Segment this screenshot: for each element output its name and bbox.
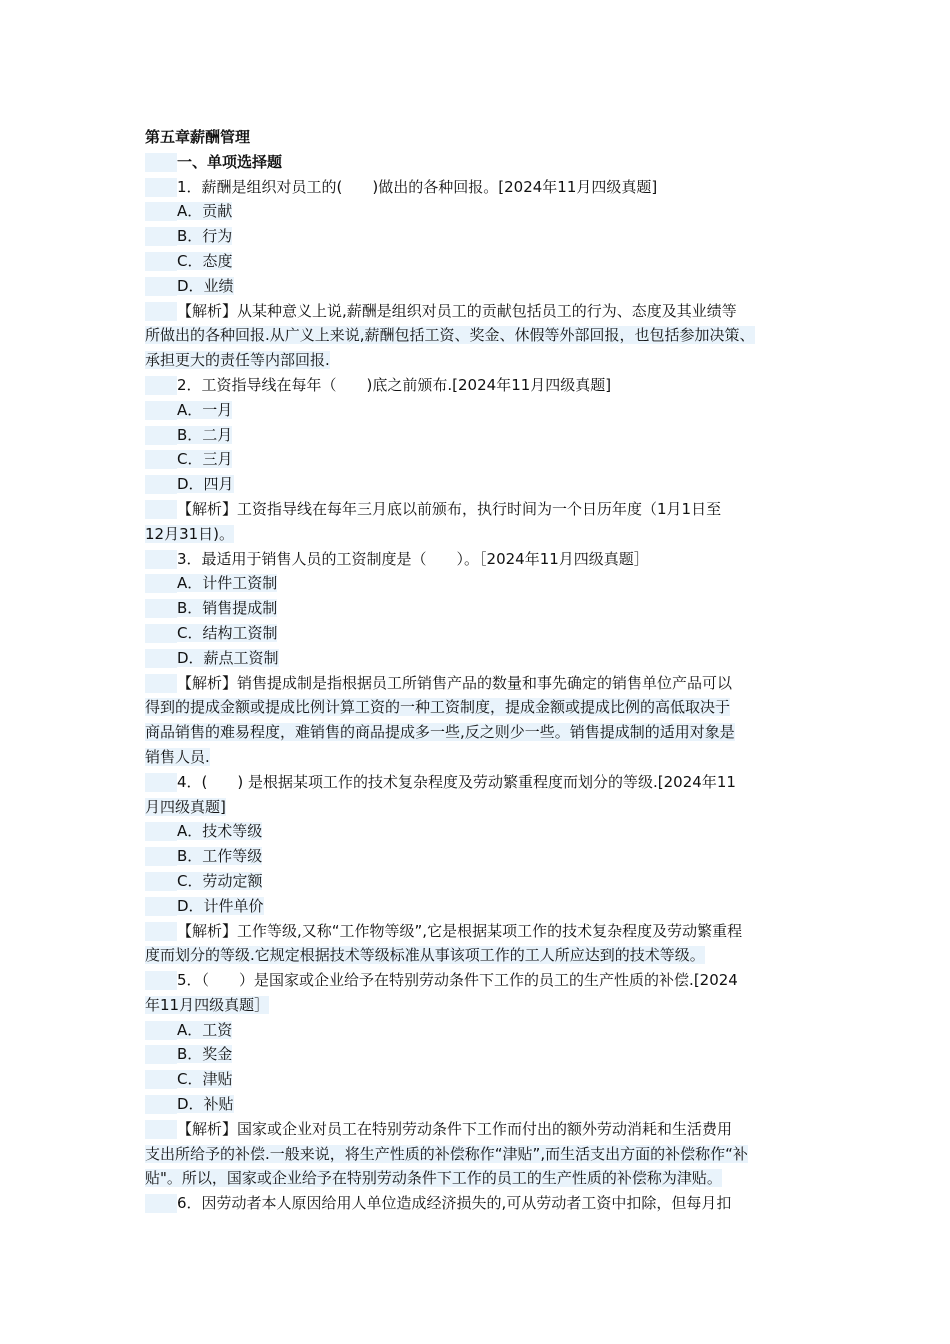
indent-highlight <box>145 550 177 569</box>
line-text: 年11月四级真题］ <box>145 995 270 1014</box>
indent-highlight <box>145 599 177 618</box>
option-line <box>145 398 825 423</box>
explanation-line <box>145 671 825 696</box>
continuation-line <box>145 1142 825 1167</box>
line-text: D．计件单价 <box>177 896 264 915</box>
line-text: C．三月 <box>177 450 233 469</box>
indent-highlight <box>145 872 177 891</box>
indent-highlight <box>145 376 177 395</box>
continuation-line <box>145 522 825 547</box>
indent-highlight <box>145 822 177 841</box>
line-text: B．行为 <box>177 227 233 246</box>
option-line <box>145 844 825 869</box>
line-text: 【解析】国家或企业对员工在特别劳动条件下工作而付出的额外劳动消耗和生活费用 <box>177 1119 733 1138</box>
chapter-title: 第五章薪酬管理 <box>145 128 251 146</box>
line-text: 5．（ ）是国家或企业给予在特别劳动条件下工作的员工的生产性质的补偿.[2024 <box>177 971 738 990</box>
continuation-line <box>145 795 825 820</box>
option-line <box>145 869 825 894</box>
line-text: C．津贴 <box>177 1070 233 1089</box>
line-text: 月四级真题] <box>145 797 226 816</box>
option-line <box>145 1018 825 1043</box>
continuation-line <box>145 720 825 745</box>
continuation-line <box>145 323 825 348</box>
line-text: D．四月 <box>177 475 234 494</box>
question-line <box>145 373 825 398</box>
option-line <box>145 274 825 299</box>
indent-highlight <box>145 178 177 197</box>
line-text: 【解析】销售提成制是指根据员工所销售产品的数量和事先确定的销售单位产品可以 <box>177 673 733 692</box>
indent-highlight <box>145 1095 177 1114</box>
option-line <box>145 423 825 448</box>
option-line <box>145 646 825 671</box>
option-line <box>145 1042 825 1067</box>
line-text: 商品销售的难易程度，难销售的商品提成多一些,反之则少一些。销售提成制的适用对象是 <box>145 723 735 742</box>
line-text: 4．( ) 是根据某项工作的技术复杂程度及劳动繁重程度而划分的等级.[2024年11 <box>177 772 736 791</box>
option-line <box>145 596 825 621</box>
line-text: D．薪点工资制 <box>177 648 279 667</box>
option-line <box>145 224 825 249</box>
question-line <box>145 968 825 993</box>
line-text: 贴"。所以，国家或企业给予在特别劳动条件下工作的员工的生产性质的补偿称为津贴。 <box>145 1169 722 1188</box>
line-text: 销售人员. <box>145 747 210 766</box>
option-line <box>145 1067 825 1092</box>
line-text: C．态度 <box>177 251 233 270</box>
line-text: 6．因劳动者本人原因给用人单位造成经济损失的,可从劳动者工资中扣除，但每月扣 <box>177 1194 732 1213</box>
option-line <box>145 1092 825 1117</box>
option-line <box>145 571 825 596</box>
line-text: 得到的提成金额或提成比例计算工资的一种工资制度，提成金额或提成比例的高低取决于 <box>145 698 731 717</box>
option-line <box>145 447 825 472</box>
line-text: B．销售提成制 <box>177 599 278 618</box>
line-text: 支出所给予的补偿.一般来说，将生产性质的补偿称作“津贴”,而生活支出方面的补偿称作“补 <box>145 1144 748 1163</box>
line-text: A．贡献 <box>177 202 233 221</box>
continuation-line <box>145 745 825 770</box>
section-heading <box>145 150 825 175</box>
option-line <box>145 894 825 919</box>
indent-highlight <box>145 450 177 469</box>
question-line <box>145 547 825 572</box>
line-text: B．奖金 <box>177 1045 233 1064</box>
indent-highlight <box>145 1021 177 1040</box>
indent-highlight <box>145 922 177 941</box>
line-text: A．一月 <box>177 400 233 419</box>
indent-highlight <box>145 649 177 668</box>
line-text: A．技术等级 <box>177 822 263 841</box>
line-text: 12月31日)。 <box>145 524 235 543</box>
indent-highlight <box>145 153 177 172</box>
line-text: 度而划分的等级.它规定根据技术等级标准从事该项工作的工人所应达到的技术等级。 <box>145 946 705 965</box>
indent-highlight <box>145 302 177 321</box>
explanation-line <box>145 497 825 522</box>
line-text: 2．工资指导线在每年（ )底之前颁布.[2024年11月四级真题] <box>177 375 612 394</box>
line-text: B．工作等级 <box>177 847 263 866</box>
line-text: 【解析】从某种意义上说,薪酬是组织对员工的贡献包括员工的行为、态度及其业绩等 <box>177 301 737 320</box>
continuation-line <box>145 993 825 1018</box>
option-line <box>145 199 825 224</box>
option-line <box>145 249 825 274</box>
question-line <box>145 1191 825 1216</box>
indent-highlight <box>145 500 177 519</box>
option-line <box>145 621 825 646</box>
indent-highlight <box>145 1120 177 1139</box>
indent-highlight <box>145 847 177 866</box>
indent-highlight <box>145 897 177 916</box>
indent-highlight <box>145 401 177 420</box>
continuation-line <box>145 943 825 968</box>
indent-highlight <box>145 1194 177 1213</box>
explanation-line <box>145 919 825 944</box>
line-text: 承担更大的责任等内部回报. <box>145 351 330 370</box>
indent-highlight <box>145 1045 177 1064</box>
option-line <box>145 472 825 497</box>
line-text: A．工资 <box>177 1020 233 1039</box>
line-text: 所做出的各种回报.从广义上来说,薪酬包括工资、奖金、休假等外部回报，也包括参加决策、 <box>145 326 755 345</box>
indent-highlight <box>145 1070 177 1089</box>
line-text: 【解析】工资指导线在每年三月底以前颁布，执行时间为一个日历年度（1月1日至 <box>177 499 722 518</box>
document-body <box>145 125 825 1216</box>
option-line <box>145 819 825 844</box>
explanation-line <box>145 1117 825 1142</box>
line-text: D．补贴 <box>177 1095 234 1114</box>
line-text: D．业绩 <box>177 276 234 295</box>
continuation-line <box>145 1166 825 1191</box>
indent-highlight <box>145 773 177 792</box>
indent-highlight <box>145 971 177 990</box>
line-text: C．结构工资制 <box>177 623 278 642</box>
indent-highlight <box>145 624 177 643</box>
indent-highlight <box>145 475 177 494</box>
line-text: A．计件工资制 <box>177 574 278 593</box>
line-text: C．劳动定额 <box>177 871 263 890</box>
indent-highlight <box>145 252 177 271</box>
indent-highlight <box>145 426 177 445</box>
section-heading-text: 一、单项选择题 <box>177 152 283 171</box>
line-text: 3．最适用于销售人员的工资制度是（ ）。［2024年11月四级真题］ <box>177 549 649 568</box>
explanation-line <box>145 299 825 324</box>
indent-highlight <box>145 202 177 221</box>
line-text: 1．薪酬是组织对员工的( )做出的各种回报。[2024年11月四级真题] <box>177 177 658 196</box>
question-line <box>145 175 825 200</box>
indent-highlight <box>145 674 177 693</box>
line-text: B．二月 <box>177 425 233 444</box>
line-text: 【解析】工作等级,又称“工作物等级”,它是根据某项工作的技术复杂程度及劳动繁重程 <box>177 921 743 940</box>
indent-highlight <box>145 574 177 593</box>
continuation-line <box>145 348 825 373</box>
indent-highlight <box>145 277 177 296</box>
continuation-line <box>145 695 825 720</box>
indent-highlight <box>145 227 177 246</box>
question-line <box>145 770 825 795</box>
question-list <box>145 175 825 1216</box>
